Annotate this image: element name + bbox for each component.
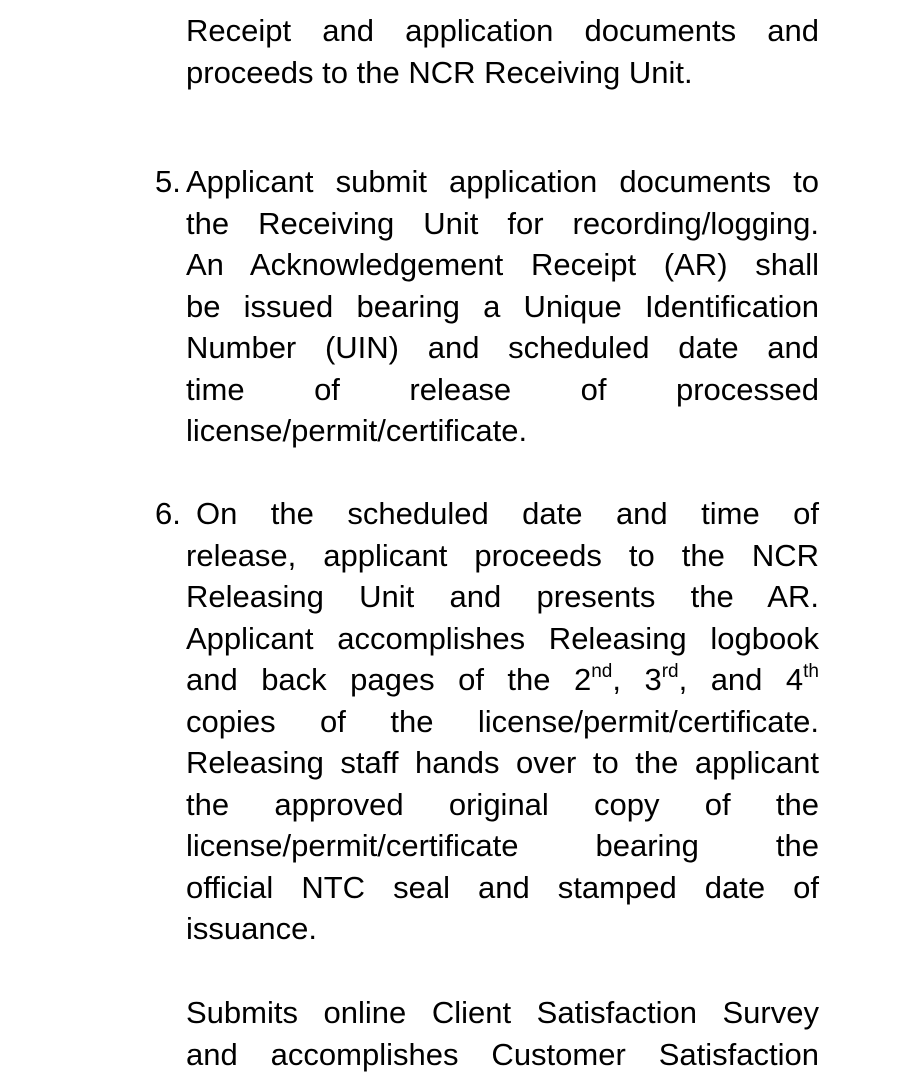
text-line: proceeds to the NCR Receiving Unit. [186, 54, 693, 90]
item-number: 6. [155, 496, 181, 531]
text-line: Applicant submit application documents to [186, 164, 819, 199]
item-6-paragraph [186, 493, 819, 950]
ordinal-suffix: rd [661, 660, 679, 682]
text-line: official NTC seal and stamped date of [186, 869, 819, 905]
ordinal-line [186, 659, 819, 701]
text-line: be issued bearing a Unique Identification [186, 288, 819, 324]
ordinal-suffix: th [803, 660, 819, 682]
intro-paragraph [186, 10, 819, 93]
text-line: the Receiving Unit for recording/logging. [186, 205, 819, 241]
text-line: copies of the license/permit/certificate. [186, 703, 819, 739]
text-line: Receipt and application documents and [186, 13, 819, 48]
text-line: An Acknowledgement Receipt (AR) shall [186, 247, 819, 282]
text-line: the approved original copy of the [186, 786, 819, 822]
survey-paragraph [186, 992, 819, 1075]
text-line: Number (UIN) and scheduled date and [186, 330, 819, 365]
text-line: Applicant accomplishes Releasing logbook [186, 620, 819, 656]
text-line: Releasing Unit and presents the AR. [186, 579, 819, 614]
text-line: license/permit/certificate bearing the [186, 828, 819, 863]
text-line: and accomplishes Customer Satisfaction [186, 1036, 819, 1072]
text-line: time of release of processed [186, 371, 819, 407]
text-line: license/permit/certificate. [186, 413, 528, 448]
text-line [186, 493, 819, 535]
text-line-content: On the scheduled date and time of [196, 496, 819, 531]
text-line: Submits online Client Satisfaction Survey [186, 995, 819, 1030]
ordinal-suffix: nd [591, 660, 613, 682]
ordinal-prefix: and back pages of the 2 [186, 662, 592, 697]
item-number: 5. [155, 164, 181, 199]
ordinal-mid: , 3 [612, 662, 662, 697]
text-line: Releasing staff hands over to the applicant [186, 745, 819, 780]
text-line: issuance. [186, 911, 317, 946]
item-5-paragraph [186, 161, 819, 452]
text-line: release, applicant proceeds to the NCR [186, 537, 819, 573]
ordinal-mid: , and 4 [678, 662, 804, 697]
